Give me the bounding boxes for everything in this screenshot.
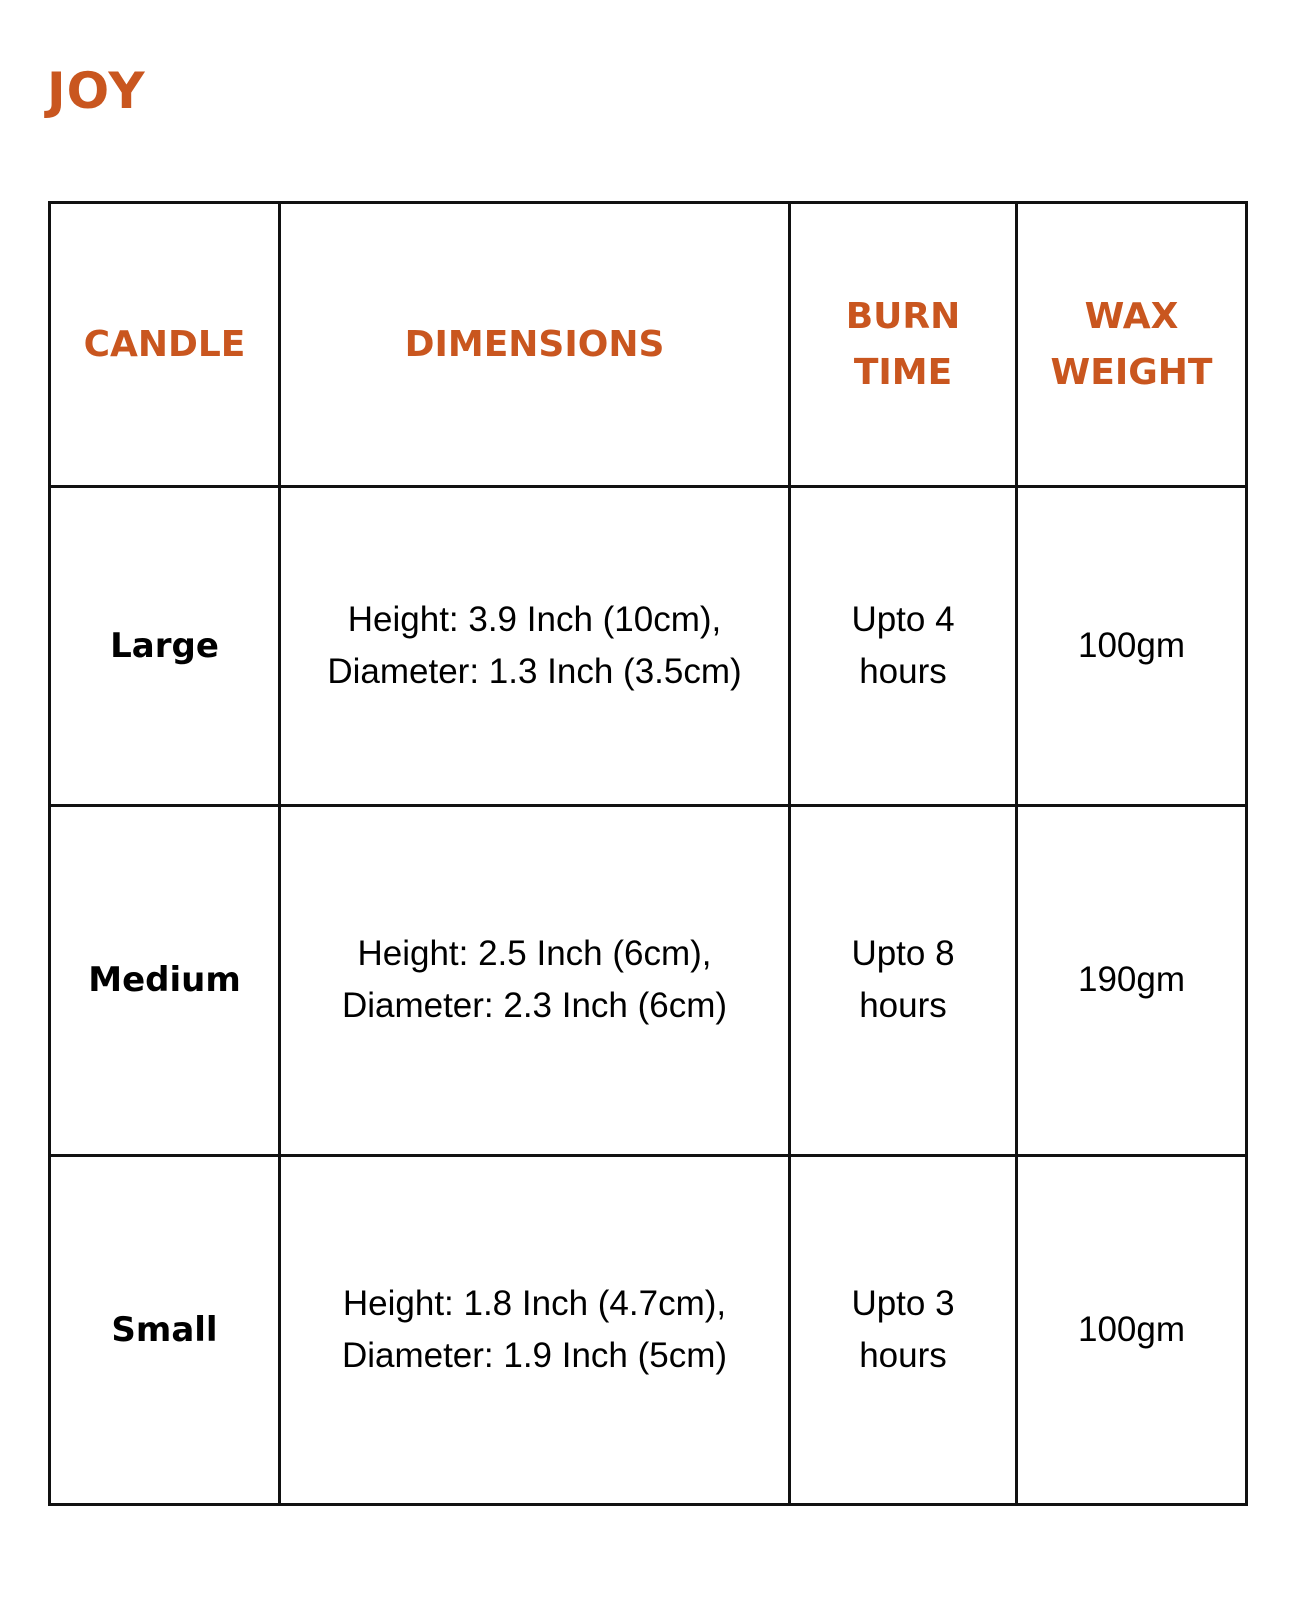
table-row (50, 487, 1247, 806)
table-row (50, 1155, 1247, 1504)
burn-time (790, 1155, 1017, 1504)
dimensions-height: Height: 2.5 Inch (6cm), (357, 934, 712, 974)
dimensions-height: Height: 1.8 Inch (4.7cm), (342, 1283, 727, 1323)
burn-time-line-1: Upto 8 (851, 934, 955, 974)
dimensions-diameter: Diameter: 2.3 Inch (6cm) (341, 986, 728, 1026)
burn-time-line-1: Upto 4 (851, 600, 955, 640)
header-dimensions: DIMENSIONS (280, 203, 790, 487)
candle-dimensions (280, 1155, 790, 1504)
dimensions-diameter: Diameter: 1.3 Inch (3.5cm) (327, 652, 742, 692)
header-wax-weight (1017, 203, 1247, 487)
burn-time-line-2: hours (859, 652, 947, 692)
burn-time (790, 806, 1017, 1155)
candle-dimensions (280, 487, 790, 806)
dimensions-height: Height: 3.9 Inch (10cm), (347, 600, 722, 640)
wax-weight: 100gm (1017, 487, 1247, 806)
header-wax-weight-line-1: WAX (1084, 295, 1179, 337)
table-row (50, 806, 1247, 1155)
header-burn-time-line-1: BURN (845, 295, 961, 337)
header-burn-time (790, 203, 1017, 487)
page-title: JOY (47, 62, 146, 120)
candle-spec-table (48, 201, 1248, 1506)
header-burn-time-line-2: TIME (853, 351, 953, 393)
wax-weight: 100gm (1017, 1155, 1247, 1504)
header-candle: CANDLE (50, 203, 280, 487)
burn-time-line-2: hours (859, 1335, 947, 1375)
dimensions-diameter: Diameter: 1.9 Inch (5cm) (341, 1335, 728, 1375)
candle-name: Medium (50, 806, 280, 1155)
burn-time-line-1: Upto 3 (851, 1283, 955, 1323)
burn-time-line-2: hours (859, 986, 947, 1026)
burn-time (790, 487, 1017, 806)
candle-dimensions (280, 806, 790, 1155)
candle-name: Small (50, 1155, 280, 1504)
candle-name: Large (50, 487, 280, 806)
header-wax-weight-line-2: WEIGHT (1050, 351, 1213, 393)
wax-weight: 190gm (1017, 806, 1247, 1155)
table-header-row (50, 203, 1247, 487)
